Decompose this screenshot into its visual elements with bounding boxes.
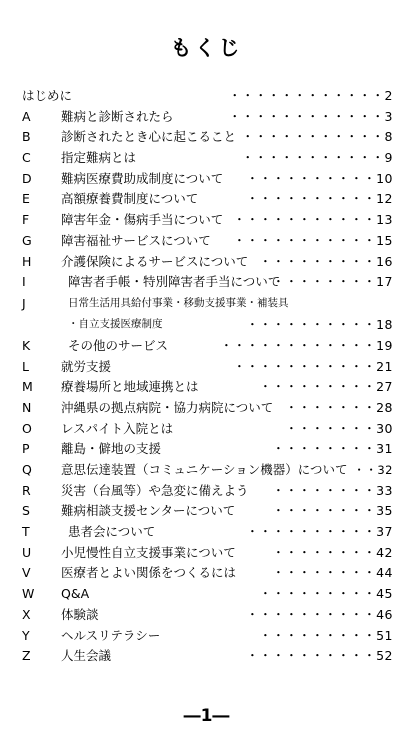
toc-page-number: ・・・・・・・・・45 [259, 586, 393, 602]
page-title: もくじ [170, 36, 243, 60]
toc-label: 小児慢性自立支援事業について [61, 544, 236, 560]
toc-entry [0, 336, 413, 357]
toc-label: 難病と診断されたら [61, 108, 174, 124]
toc-letter: C [22, 150, 31, 166]
toc-page-number: ・・・・・・・・・・18 [246, 317, 393, 333]
toc-entry [0, 543, 413, 564]
toc-entry [0, 148, 413, 169]
toc-letter: N [22, 399, 32, 415]
toc-entry [0, 169, 413, 190]
toc-page-number: ・・・・・・・・・・・15 [233, 232, 393, 248]
toc-page-number: ・・・・・・・・・・37 [246, 524, 393, 540]
toc-page-number: ・・・・・・・・31 [272, 441, 393, 457]
toc-letter: E [22, 191, 30, 207]
toc-label: 障害福祉サービスについて [61, 232, 211, 248]
toc-page-number: ・・・・・・・・・・・・2 [228, 88, 393, 103]
toc-letter: L [22, 358, 29, 374]
toc-entry [0, 86, 413, 107]
toc-letter: V [22, 565, 31, 581]
toc-entry [0, 626, 413, 647]
toc-entry [0, 460, 413, 481]
toc-letter: Q [22, 462, 32, 477]
toc-letter: T [22, 524, 30, 540]
toc-label: レスパイト入院とは [61, 420, 174, 436]
toc-letter: J [22, 295, 26, 311]
toc-page-number: ・・・・・・・・・51 [259, 627, 393, 643]
toc-label: 障害年金・傷病手当について [61, 212, 224, 228]
toc-letter: R [22, 482, 31, 498]
toc-page-number: ・・・・・・・・44 [272, 565, 393, 581]
toc-entry [0, 189, 413, 210]
toc-letter: H [22, 253, 32, 269]
toc-letter: W [22, 586, 35, 602]
toc-page-number: ・・・・・・・・・16 [259, 253, 393, 269]
toc-label: 難病相談支援センターについて [61, 503, 236, 519]
toc-entry [0, 107, 413, 128]
toc-letter: Z [22, 648, 31, 664]
toc-entry [0, 357, 413, 378]
toc-label: ・自立支援医療制度 [68, 318, 163, 331]
toc-page-number: ・・・・・・・・・・12 [246, 191, 393, 207]
toc-label: 医療者とよい関係をつくるには [61, 565, 237, 581]
page-number: ―1― [183, 706, 230, 726]
toc-label: 体験談 [61, 606, 99, 622]
toc-page-number: ・・・・・・・・・・46 [246, 606, 393, 622]
toc-letter: B [22, 129, 31, 145]
toc-letter: Y [22, 627, 30, 643]
toc-label: はじめに [22, 88, 73, 103]
toc-entry [0, 231, 413, 252]
toc-label: 災害（台風等）や急変に備えよう [61, 482, 249, 498]
toc-label: 沖縄県の拠点病院・協力病院について [61, 399, 274, 415]
toc-page-number: ・・・・・・・・・・・21 [233, 358, 393, 374]
toc-entry [0, 605, 413, 626]
toc-entry [0, 481, 413, 502]
toc-letter: A [22, 108, 31, 124]
toc-entry [0, 439, 413, 460]
toc-entry [0, 293, 413, 315]
toc-page-number: ・・・・・・・・35 [272, 503, 393, 519]
toc-letter: G [22, 232, 32, 248]
toc-entry [0, 584, 413, 605]
toc-page-number: ・・・・・・・・33 [272, 482, 393, 498]
toc-label: 就労支援 [61, 358, 112, 374]
toc-page-number: ・・・・・・・・・・・13 [233, 212, 393, 228]
toc-label: 意思伝達装置（コミュニケーション機器）について [61, 462, 348, 477]
toc-entry [0, 127, 413, 148]
toc-label: ヘルスリテラシー [61, 627, 161, 643]
toc-label: その他のサービス [68, 337, 169, 353]
toc-letter: O [22, 420, 32, 436]
toc-letter: D [22, 170, 32, 186]
toc-page-number: ・・・・・・・・・・・9 [241, 150, 393, 166]
toc-entry [0, 501, 413, 522]
toc-page-number: ・・・・・・・・42 [272, 544, 393, 560]
toc-letter: X [22, 606, 31, 622]
toc-letter: P [22, 441, 30, 457]
toc-label: 人生会議 [61, 648, 112, 664]
toc-label: 介護保険によるサービスについて [61, 253, 249, 269]
toc-entry [0, 210, 413, 231]
toc-label: 離島・僻地の支援 [61, 441, 162, 457]
toc-page-number: ・・・・・・・・・27 [259, 379, 393, 395]
toc-label: 高額療養費制度について [61, 191, 199, 207]
toc-letter: F [22, 212, 30, 228]
toc-page-number: ・・・・・・・30 [285, 420, 393, 436]
toc-letter: U [22, 544, 32, 560]
toc-entry [0, 272, 413, 293]
toc-entry [0, 646, 413, 667]
toc-entry [0, 398, 413, 419]
toc-label: 患者会について [68, 524, 156, 540]
toc-label: 療養場所と地域連携とは [61, 379, 199, 395]
toc-page-number: ・・・・・・・・・・・・3 [228, 108, 393, 124]
toc-label: 難病医療費助成制度について [61, 170, 224, 186]
toc-entry [0, 314, 413, 336]
toc-page-number: ・・・・・・・28 [285, 399, 393, 415]
toc-letter: K [22, 337, 31, 353]
toc-entry [0, 252, 413, 273]
toc-label: Q&A [61, 586, 90, 602]
toc-page-number: ・・・・・・・・・・・8 [241, 129, 393, 145]
toc-label: 日常生活用具給付事業・移動支援事業・補装具 [68, 296, 289, 309]
toc-label: 障害者手帳・特別障害者手当について [68, 274, 281, 290]
toc-entry [0, 563, 413, 584]
toc-label: 診断されたとき心に起こること [61, 129, 237, 145]
toc-letter: I [22, 274, 26, 290]
toc-page-number: ・・・・・・・・・・・・19 [220, 337, 393, 353]
toc-label: 指定難病とは [61, 150, 137, 166]
toc-page-number: ・・・・・・・・17 [272, 274, 393, 290]
toc-letter: M [22, 379, 33, 395]
toc-entry [0, 522, 413, 543]
toc-page-number: ・・・・・・・・・・10 [246, 170, 393, 186]
toc-letter: S [22, 503, 30, 519]
toc-page-number: ・・32 [353, 463, 393, 477]
table-of-contents [0, 86, 413, 667]
toc-page-number: ・・・・・・・・・・52 [246, 648, 393, 664]
toc-entry [0, 377, 413, 398]
toc-entry [0, 419, 413, 440]
